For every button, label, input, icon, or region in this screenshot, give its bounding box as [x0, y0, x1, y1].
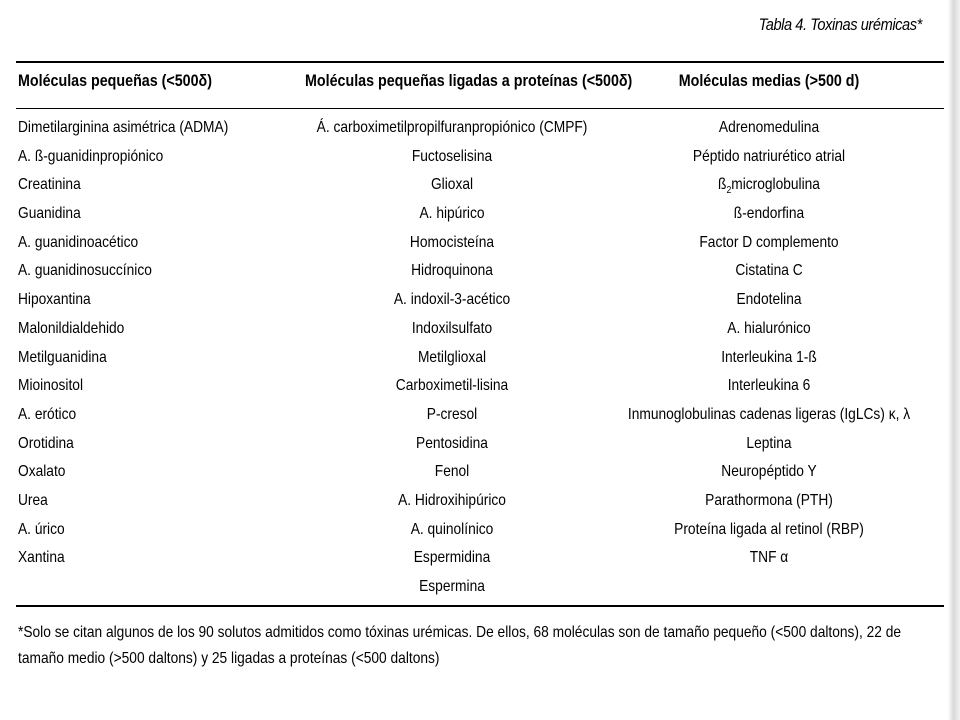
list-item: Péptido natriurético atrial [692, 147, 846, 165]
list-item: Cistatina C [735, 262, 803, 280]
list-item: Orotidina [18, 434, 74, 452]
list-item: A. Hidroxihipúrico [398, 491, 506, 509]
list-item: Carboximetil-lisina [395, 377, 509, 395]
list-item: Hidroquinona [411, 262, 493, 280]
list-item: Proteína ligada al retinol (RBP) [674, 520, 864, 538]
list-item: Inmunoglobulinas cadenas ligeras (IgLCs) κ, λ [627, 405, 911, 423]
table-top-rule [16, 61, 944, 63]
list-item: Metilguanidina [18, 348, 107, 366]
list-item: Interleukina 1-ß [721, 348, 817, 366]
list-item: Adrenomedulina [718, 119, 820, 136]
list-item: A. erótico [18, 405, 77, 423]
table-footnote: *Solo se citan algunos de los 90 solutos admitidos como tóxinas urémicas. De ellos, 68 moléculas son de tamaño pequeño (<500 daltons), 22 de tamaño medio (>500 daltons) y 25 ligadas a proteínas (<500 daltons) [18, 624, 902, 667]
list-item: Oxalato [18, 463, 66, 481]
list-item: ß-endorfina [733, 205, 805, 223]
header-protein-bound-molecules: Moléculas pequeñas ligadas a proteínas (<500δ) [305, 71, 633, 90]
list-item: Espermina [419, 578, 485, 595]
table-bottom-rule [16, 605, 944, 607]
list-item: Urea [18, 491, 48, 509]
list-item: Pentosidina [416, 434, 488, 452]
list-item: Malonildialdehido [18, 319, 125, 337]
column-protein-bound-molecules [277, 114, 627, 602]
list-item: Á. carboximetilpropilfuranpropiónico (CMPF) [316, 119, 588, 136]
list-item: Guanidina [18, 205, 81, 223]
list-item: Espermidina [413, 549, 491, 567]
list-item: Fenol [434, 463, 470, 481]
list-item: Neuropéptido Y [721, 463, 817, 481]
list-item: P-cresol [426, 405, 478, 423]
list-item: Leptina [746, 434, 792, 452]
list-item: Homocisteína [409, 233, 495, 251]
list-item: Dimetilarginina asimétrica (ADMA) [18, 119, 229, 136]
list-item: Fuctoselisina [411, 147, 493, 165]
list-item: A. guanidinosuccínico [18, 262, 152, 280]
list-item: Creatinina [18, 176, 81, 194]
list-item: TNF α [749, 549, 789, 567]
list-item: Metilglioxal [417, 348, 487, 366]
list-item: Factor D complemento [699, 233, 839, 251]
list-item: A. hipúrico [419, 205, 485, 223]
list-item: Xantina [18, 549, 65, 567]
list-item: Glioxal [430, 176, 474, 194]
list-item: Endotelina [736, 291, 802, 309]
list-item: A. indoxil-3-acético [393, 291, 511, 309]
column-middle-molecules [589, 114, 949, 573]
list-item: A. úrico [18, 520, 65, 538]
list-item: A. hialurónico [727, 319, 811, 337]
list-item: Indoxilsulfato [411, 319, 493, 337]
list-item: A. quinolínico [410, 520, 494, 538]
page-edge-shadow [948, 0, 960, 720]
list-item: Interleukina 6 [727, 377, 811, 395]
list-item: $ß_2microglobulina$ [718, 176, 820, 197]
list-item: Hipoxantina [18, 291, 91, 309]
header-middle-molecules: Moléculas medias (>500 d) [678, 71, 860, 90]
list-item: Parathormona (PTH) [705, 491, 833, 509]
list-item: A. guanidinoacético [18, 233, 139, 251]
table-header-rule [16, 108, 944, 109]
list-item: A. ß-guanidinpropiónico [18, 147, 164, 165]
list-item: Mioinositol [18, 377, 84, 395]
table-caption: Tabla 4. Toxinas urémicas* [758, 15, 922, 34]
header-small-molecules: Moléculas pequeñas (<500δ) [18, 71, 212, 90]
